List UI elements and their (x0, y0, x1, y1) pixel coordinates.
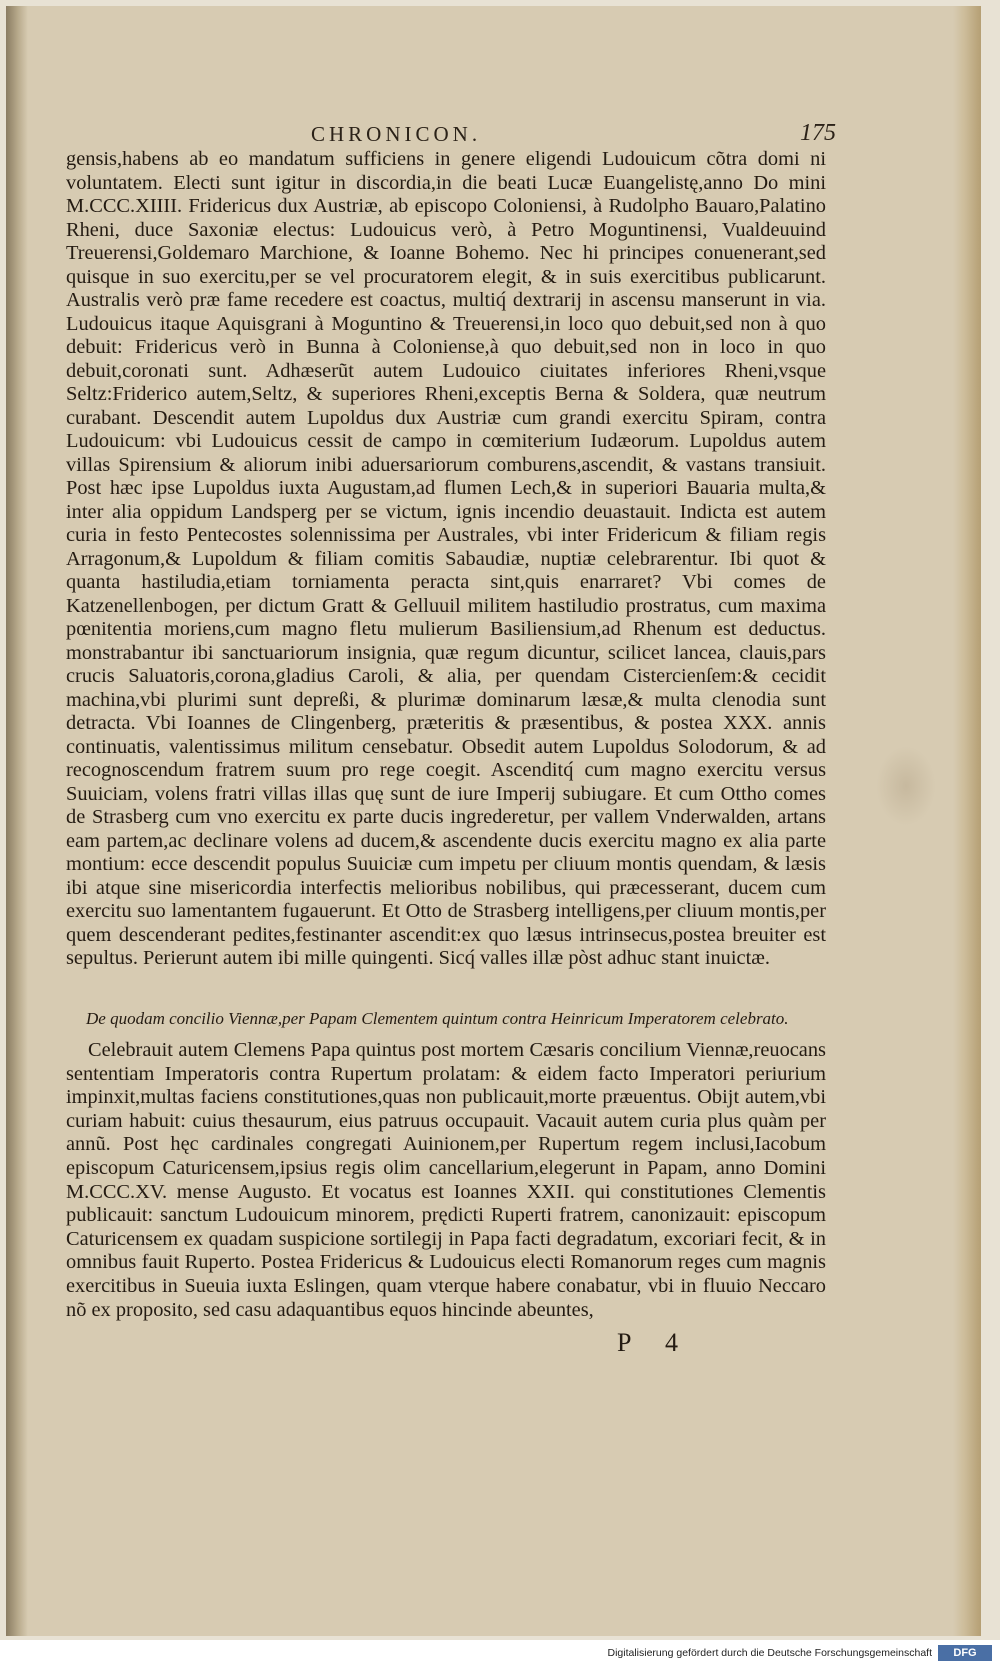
signature-mark: P 4 (617, 1328, 692, 1357)
section-text-block (66, 1039, 826, 1322)
page-gutter-shadow (6, 6, 28, 1636)
book-page (6, 6, 981, 1636)
body-paragraph: gensis,habens ab eo mandatum sufficiens in genere eligendi Ludouicum cõtra domi ni voluntatem. Electi sunt igitur in discordia,in die beati Lucæ Euangelistę,anno Do mini M.CCC.XIIII. Fridericus dux Austriæ, ab episcopo Coloniensi, à Rudolpho Bauaro,Palatino Rheni, duce Saxoniæ electus: Ludouicus verò, à Petro Moguntinensi, Vualdeuuind Treuerensi,Goldemaro Marchione, & Ioanne Bohemo. Nec hi principes conuenerant,sed quisque in suo exercitu,per se vel procuratorem elegit, & in suis exercitibus publicarunt. Australis verò præ fame recedere est coactus, multiq́ dextrarij in ascensu manserunt in via. Ludouicus itaque Aquisgrani à Moguntino & Treuerensi,in loco quo debuit,sed non à quo debuit: Fridericus verò in Bunna à Coloniense,à quo debuit,sed non in loco in quo debuit,coronati sunt. Adhæserũt autem Ludouico ciuitates inferiores Rheni,vsque Seltz:Friderico autem,Seltz, & superiores Rheni,exceptis Berna & Soldera, quæ neutrum curabant. Descendit autem Lupoldus dux Austriæ cum grandi exercitu Spiram, contra Ludouicum: vbi Ludouicus cessit de campo in cœmiterium Iudæorum. Lupoldus autem villas Spirensium & aliorum inibi aduersariorum comburens,ascendit, & vastans transiuit. Post hæc ipse Lupoldus iuxta Augustam,ad flumen Lech,& in superiori Bauaria multa,& inter alia oppidum Landsperg per se victum, ignis incendio deuastauit. Indicta est autem curia in festo Pentecostes solennissima per Australes, vbi inter Fridericum & filiam regis Arragonum,& Lupoldum & filiam comitis Sabaudiæ, nuptiæ celebrarentur. Ibi quot & quanta hastiludia,etiam torniamenta peracta sint,quis enarraret? Vbi comes de Katzenellenbogen, per dictum Gratt & Gelluuil militem hastiludio prostratus, cum maxima pœnitentia moriens,cum magno fletu mulierum Basiliensium,ad Rhenum est deductus. monstrabantur ibi sanctuariorum insignia, quæ regum dicuntur, scilicet lancea, clauis,pars crucis Saluatoris,corona,gladius Caroli, & alia, per quendam Cistercienſem:& cecidit machina,vbi plurimi sunt depreßi, & plurimæ dominarum læsæ,& multa clenodia sunt detracta. Vbi Ioannes de Clingenberg, præteritis & præsentibus, & postea XXX. annis continuatis, valentissimus militum censebatur. Obsedit autem Lupoldus Solodorum, & ad recognoscendum fratrem suum pro rege coegit. Ascenditq́ cum magno exercitu versus Suuiciam, volens fratri villas illas quę sunt de iure Imperij subiugare. Et cum Ottho comes de Strasberg cum vno exercitu ex parte ducis ingrederetur, per vallem Vnderwalden, artans eam partem,ac declinare volens ad ducem,& ascendente ducis exercitu magno ex alia parte montium: ecce descendit populus Suuiciæ cum impetu per cliuum montis quendam, & læsis ibi atque sine misericordia interfectis melioribus nobilibus, qui præcesserant, ducem cum exercitu suo lamentantem fugauerunt. Et Otto de Strasberg intelligens,per cliuum montis,per quem descenderant pedites,festinanter ascendit:ex quo læsus intrinsecus,postea breuiter est sepultus. Perierunt autem ibi mille quingenti. Sicq́ valles illæ pòst adhuc stant inuictæ. (66, 148, 826, 969)
main-text-block (66, 148, 826, 971)
page-number: 175 (800, 120, 836, 146)
margin-stain (876, 746, 936, 826)
page-fore-edge (953, 6, 981, 1636)
dfg-logo: DFG (938, 1645, 992, 1661)
footer-bar (0, 1640, 1000, 1668)
footer-credit: Digitalisierung gefördert durch die Deutsche Forschungsgemeinschaft (607, 1647, 932, 1659)
section-paragraph: Celebrauit autem Clemens Papa quintus post mortem Cæsaris concilium Viennæ,reuocans sententiam Imperatoris contra Rupertum prolatam: & eidem facto Imperatori periurium impinxit,multas faciens constitutiones,quas non publicauit,morte præuentus. Obijt autem,vbi curiam habuit: cuius thesaurum, eius patruus occupauit. Vacauit autem curia plus quàm per annũ. Post hęc cardinales congregati Auinionem,per Rupertum regem inclusi,Iacobum episcopum Caturicensem,ipsius regis olim cancellarium,elegerunt in Papam, anno Domini M.CCC.XV. mense Augusto. Et vocatus est Ioannes XXII. qui constitutiones Clementis publicauit: sanctum Ludouicum minorem, prędicti Ruperti fratrem, canonizauit: episcopum Caturicensem ex quadam suspicione sortilegij in Papa facti degradatum, excoriari fecit, & in omnibus fauit Ruperto. Postea Fridericus & Ludouicus electi Romanorum reges cum magnis exercitibus in Sueuia iuxta Eslingen, quam vterque habere conabatur, vbi in fluuio Neccaro nõ ex proposito, sed casu adaquantibus equos hincinde abeuntes, (66, 1039, 826, 1321)
section-heading: De quodam concilio Viennæ,per Papam Clementem quintum contra Heinricum Imperatorem celebrato. (86, 1009, 789, 1028)
running-title: CHRONICON. (311, 122, 482, 146)
